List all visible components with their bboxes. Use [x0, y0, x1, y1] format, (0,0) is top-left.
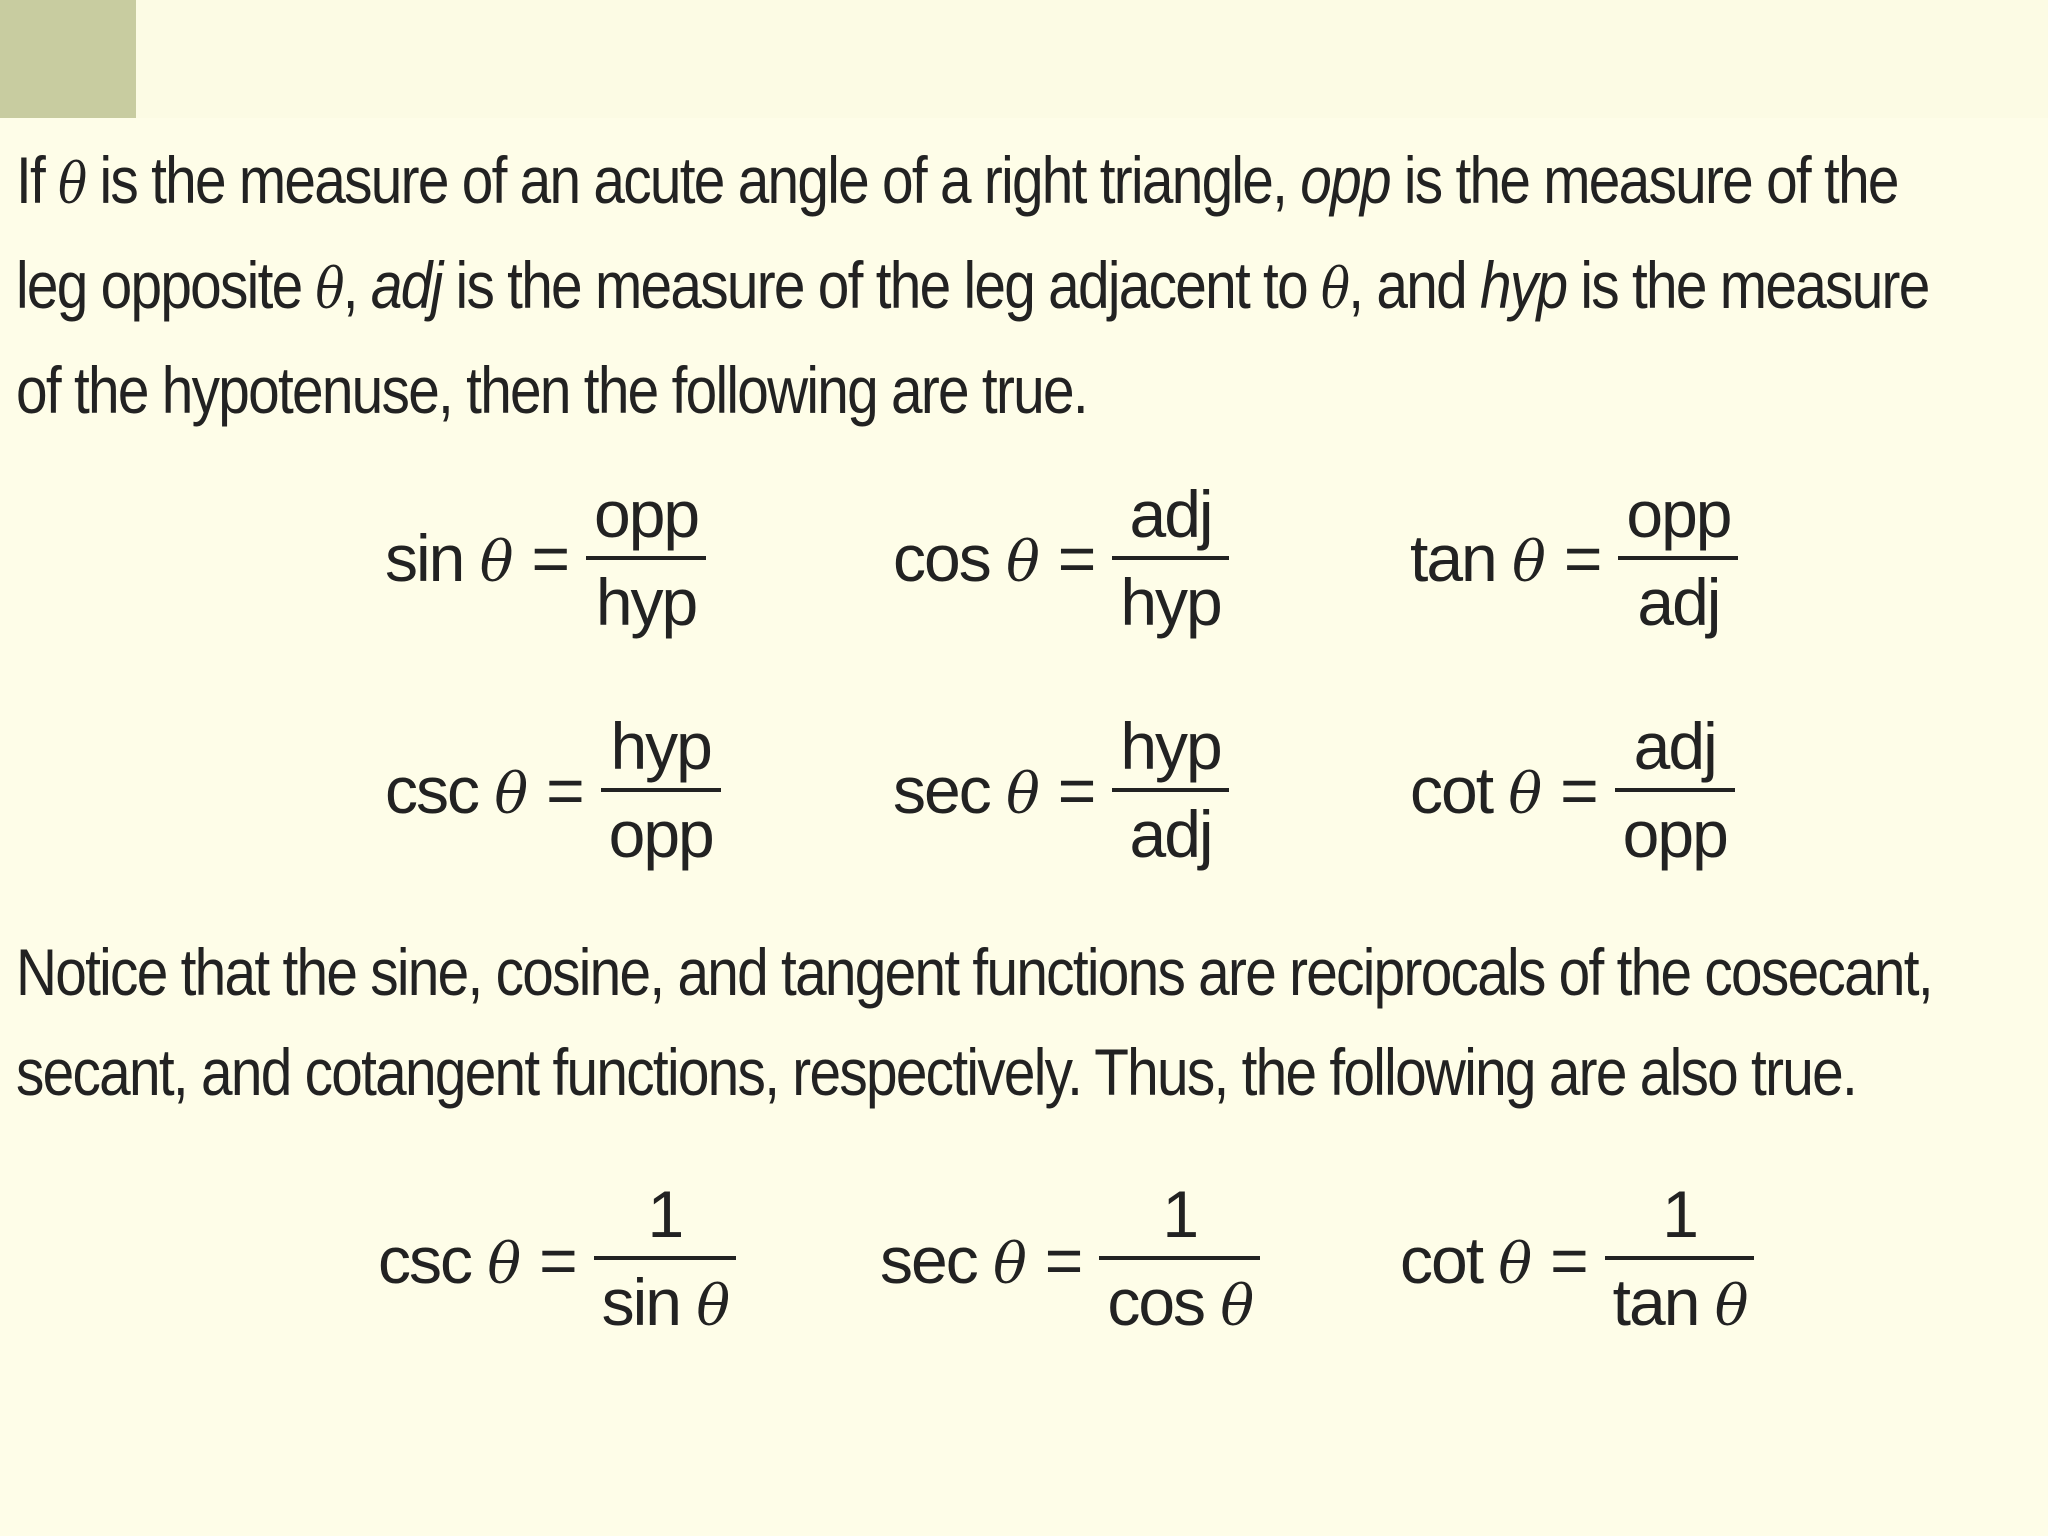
theta-symbol: θ: [993, 1232, 1025, 1297]
fraction: [1112, 472, 1228, 644]
equals-sign: =: [1560, 753, 1597, 827]
theta-symbol: θ: [479, 530, 512, 595]
equation-sin: [385, 468, 706, 648]
theta-symbol: θ: [1512, 530, 1544, 595]
theta-symbol: θ: [1320, 257, 1349, 322]
equals-sign: =: [531, 521, 568, 595]
ratio-row-2: [0, 700, 2048, 880]
corner-accent-block: [0, 0, 136, 118]
equals-sign: =: [1550, 1223, 1587, 1297]
theta-symbol: θ: [1714, 1273, 1747, 1339]
numerator: opp: [593, 477, 699, 551]
intro-text: is the measure: [1566, 248, 1929, 322]
fraction: [601, 704, 721, 876]
equation-csc: [385, 700, 721, 880]
equals-sign: =: [1563, 521, 1601, 595]
denominator: opp: [1622, 797, 1727, 871]
reciprocal-cot: [1400, 1170, 1754, 1350]
equation-tan: [1410, 468, 1738, 648]
theta-symbol: θ: [487, 1232, 520, 1297]
denominator: hyp: [595, 565, 697, 639]
term-opp: opp: [1300, 143, 1390, 217]
numerator: opp: [1626, 477, 1731, 551]
intro-line-1: [16, 130, 1898, 235]
notice-line-2: secant, and cotangent functions, respectively. Thus, the following are also true.: [16, 1035, 1857, 1109]
numerator: hyp: [1120, 709, 1221, 783]
intro-text: of the hypotenuse, then the following are true.: [16, 353, 1087, 427]
theta-symbol: θ: [1508, 762, 1541, 827]
intro-text: is the measure of the: [1389, 143, 1898, 217]
function-name: csc: [385, 753, 478, 827]
equals-sign: =: [1044, 1223, 1082, 1297]
theta-symbol: θ: [1006, 762, 1038, 827]
reciprocal-row: [0, 1170, 2048, 1340]
intro-text: If: [16, 143, 59, 217]
equals-sign: =: [546, 753, 583, 827]
function-name: sin: [601, 1264, 680, 1339]
function-name: cot: [1400, 1223, 1483, 1297]
function-name: cot: [1410, 753, 1493, 827]
theta-symbol: θ: [696, 1273, 729, 1339]
denominator: opp: [608, 797, 713, 871]
function-name: tan: [1410, 521, 1496, 595]
theta-symbol: θ: [1220, 1273, 1253, 1339]
reciprocal-csc: [378, 1170, 736, 1350]
numerator: 1: [1662, 1176, 1697, 1251]
intro-text: leg opposite: [16, 248, 316, 322]
denominator: [594, 1260, 736, 1349]
theta-symbol: θ: [1498, 1232, 1531, 1297]
equation-sec: [893, 700, 1229, 880]
equals-sign: =: [539, 1223, 576, 1297]
denominator: [1605, 1260, 1755, 1349]
fraction: [1112, 704, 1228, 876]
function-name: cos: [1107, 1264, 1205, 1339]
intro-line-2: [16, 235, 1929, 340]
intro-text: is the measure of the leg adjacent to: [441, 248, 1321, 322]
denominator: hyp: [1120, 565, 1221, 639]
numerator: adj: [1129, 477, 1212, 551]
intro-text: ,: [342, 248, 371, 322]
numerator: adj: [1633, 709, 1716, 783]
function-name: tan: [1612, 1264, 1699, 1339]
denominator: adj: [1637, 565, 1720, 639]
fraction: [1615, 704, 1735, 876]
fraction: [1618, 472, 1738, 644]
reciprocal-sec: [880, 1170, 1260, 1350]
function-name: csc: [378, 1223, 471, 1297]
equals-sign: =: [1057, 753, 1095, 827]
function-name: sec: [893, 753, 990, 827]
fraction: [1605, 1172, 1755, 1349]
term-adj: adj: [370, 248, 442, 322]
denominator: [1099, 1260, 1260, 1349]
intro-line-3: [16, 340, 1745, 440]
notice-paragraph: [16, 922, 1932, 1122]
notice-line-1: Notice that the sine, cosine, and tangent functions are reciprocals of the cosecant,: [16, 935, 1932, 1009]
fraction: [1099, 1172, 1260, 1349]
numerator: 1: [647, 1176, 683, 1251]
numerator: hyp: [610, 709, 711, 783]
function-name: sin: [385, 521, 464, 595]
denominator: adj: [1129, 797, 1212, 871]
intro-text: , and: [1348, 248, 1480, 322]
theta-symbol: θ: [315, 257, 343, 322]
theta-symbol: θ: [1006, 530, 1038, 595]
fraction: [586, 472, 706, 644]
theta-symbol: θ: [494, 762, 527, 827]
function-name: sec: [880, 1223, 977, 1297]
intro-text: is the measure of an acute angle of a right triangle,: [85, 143, 1301, 217]
term-hyp: hyp: [1479, 248, 1567, 322]
equals-sign: =: [1057, 521, 1095, 595]
numerator: 1: [1162, 1176, 1198, 1251]
intro-paragraph: [16, 130, 1929, 440]
ratio-row-1: [0, 468, 2048, 648]
equation-cos: [893, 468, 1229, 648]
equation-cot: [1410, 700, 1735, 880]
theta-symbol: θ: [58, 152, 86, 217]
fraction: [594, 1172, 736, 1349]
function-name: cos: [893, 521, 990, 595]
top-band: [136, 0, 2048, 118]
